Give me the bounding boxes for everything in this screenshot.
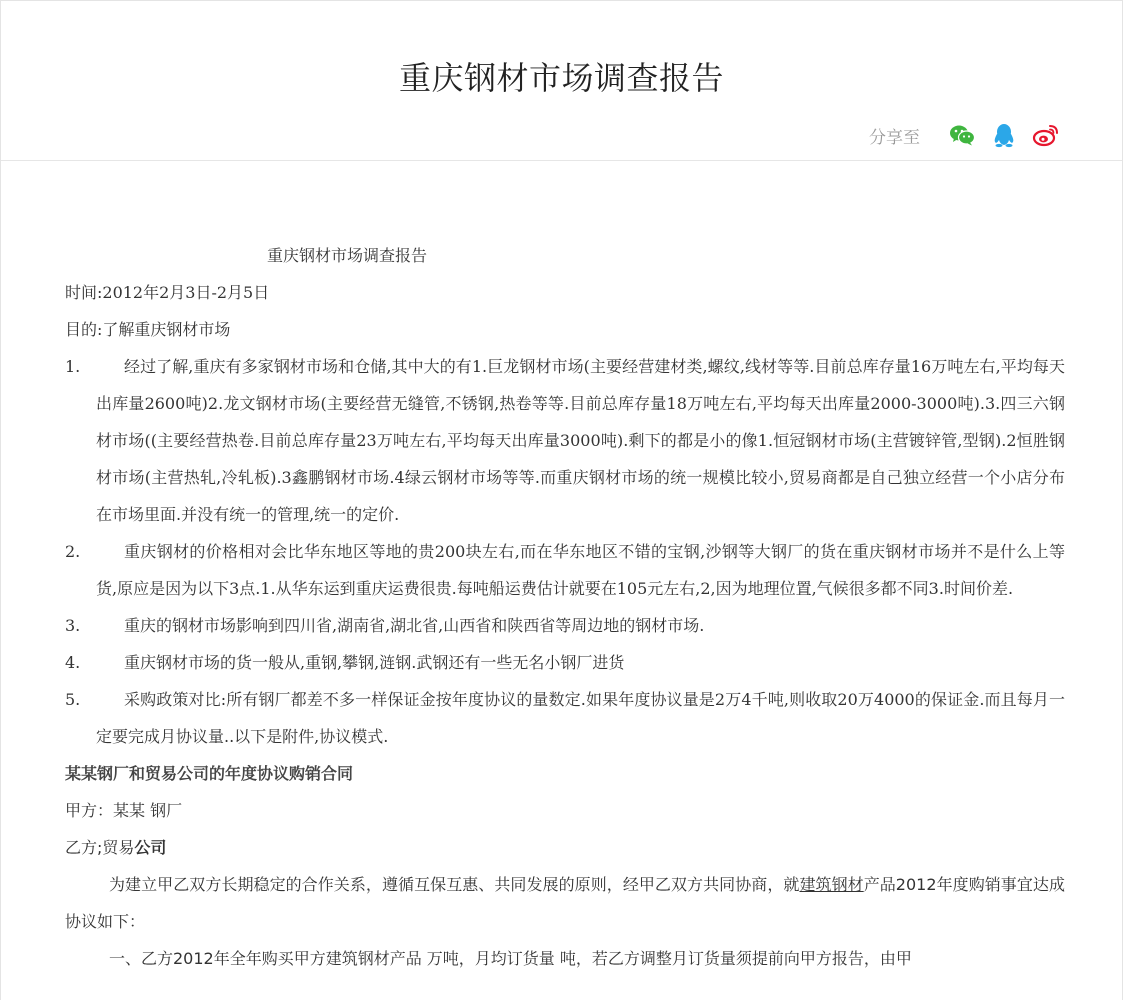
contract-title: 某某钢厂和贸易公司的年度协议购销合同 [65,764,354,783]
list-number: 2. [65,542,81,561]
report-purpose: 目的:了解重庆钢材市场 [65,320,231,339]
list-text: 重庆钢材市场的货一般从,重钢,攀钢,涟钢.武钢还有一些无名小钢厂进货 [124,653,625,672]
intro-text: 为建立甲乙双方长期稳定的合作关系，遵循互保互惠、共同发展的原则，经甲乙双方共同协商，就 [109,875,800,894]
party-b [65,829,1065,866]
qq-icon[interactable] [990,121,1018,149]
page-title: 重庆钢材市场调查报告 [398,59,724,97]
wechat-icon[interactable] [948,121,976,149]
share-label: 分享至 [869,127,920,148]
party-a: 甲方：某某 钢厂 [65,801,183,820]
intro-text-end: 产品2012年度购销事宜达成协议如下： [65,875,1065,931]
report-time: 时间:2012年2月3日-2月5日 [65,283,270,302]
list-item [65,644,1065,681]
weibo-icon[interactable] [1032,121,1060,149]
list-number: 5. [65,690,81,709]
list-item [65,348,1065,533]
list-text: 采购政策对比:所有钢厂都差不多一样保证金按年度协议的量数定.如果年度协议量是2万4千吨,则收取20万4000的保证金.而且每月一定要完成月协议量..以下是附件,协议模式. [96,690,1065,746]
party-b-prefix: 乙方;贸易 [65,838,135,857]
list-text: 重庆钢材的价格相对会比华东地区等地的贵200块左右,而在华东地区不错的宝钢,沙钢等大钢厂的货在重庆钢材市场并不是什么上等货,原应是因为以下3点.1.从华东运到重庆运费很贵.每吨船运费估计就要在105元左右,2,因为地理位置,气候很多都不同3.时间价差. [96,542,1065,598]
contract-intro [65,866,1065,940]
list-number: 3. [65,616,81,635]
document-title: 重庆钢材市场调查报告 [267,246,428,265]
list-text: 重庆的钢材市场影响到四川省,湖南省,湖北省,山西省和陕西省等周边地的钢材市场. [124,616,705,635]
list-number: 1. [65,357,81,376]
list-item [65,607,1065,644]
article-header [1,1,1122,161]
share-bar [869,121,1060,149]
article-body [65,237,1065,977]
list-text: 经过了解,重庆有多家钢材市场和仓储,其中大的有1.巨龙钢材市场(主要经营建材类,螺纹,线材等等.目前总库存量16万吨左右,平均每天出库量2600吨)2.龙文钢材市场(主要经营无缝管,不锈钢,热卷等等.目前总库存量18万吨左右,平均每天出库量2000-3000吨).3.四三六钢材市场((主要经营热卷.目前总库存量23万吨左右,平均每天出库量3000吨).剩下的都是小的像1.恒冠钢材市场(主营镀锌管,型钢).2恒胜钢材市场(主营热轧,冷轧板).3鑫鹏钢材市场.4绿云钢材市场等等.而重庆钢材市场的统一规模比较小,贸易商都是自己独立经营一个小店分布在市场里面.并没有统一的管理,统一的定价. [96,357,1065,524]
list-item [65,533,1065,607]
party-b-company: 公司 [134,838,167,857]
list-number: 4. [65,653,81,672]
intro-product: 建筑钢材 [799,875,864,894]
contract-clause: 一、乙方2012年全年购买甲方建筑钢材产品 万吨，月均订货量 吨，若乙方调整月订货量须提前向甲方报告，由甲 [109,949,912,968]
list-item [65,681,1065,755]
